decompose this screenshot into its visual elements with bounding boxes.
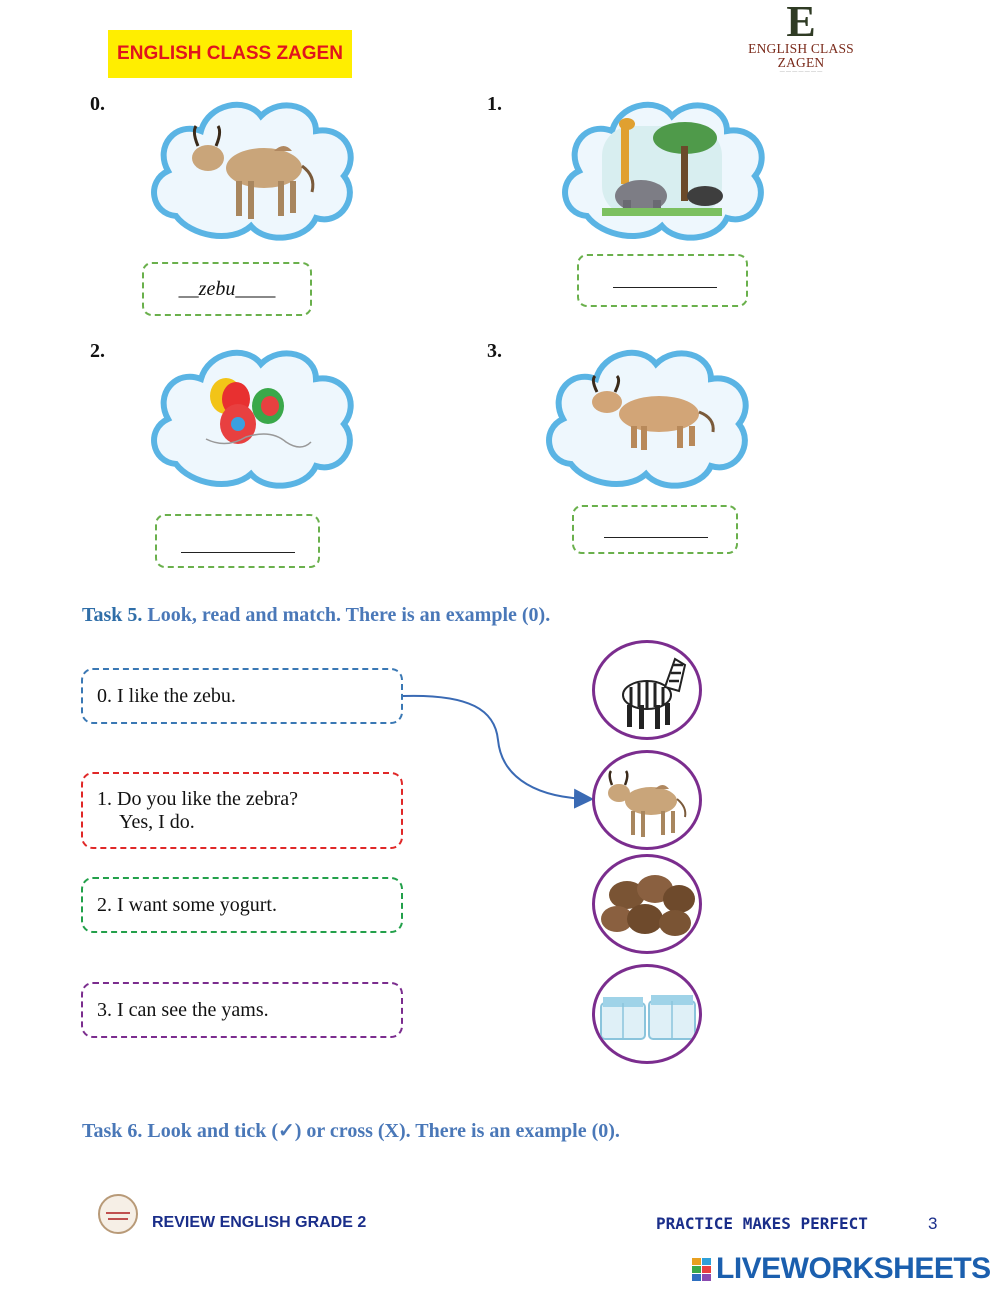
- liveworksheets-brand: LIVEWORKSHEETS: [716, 1252, 991, 1285]
- task5-lead: Task 5.: [82, 604, 143, 626]
- match-picture-zebu[interactable]: [592, 750, 702, 850]
- answer-box-0[interactable]: [142, 262, 312, 316]
- answer-box-3[interactable]: [572, 505, 738, 554]
- sentence-1-line2: Yes, I do.: [119, 810, 195, 833]
- match-picture-yogurt[interactable]: [592, 964, 702, 1064]
- answer-blank-1: [613, 287, 717, 288]
- task6-title: Task 6. Look and tick (✓) or cross (X). There is an example (0).: [82, 1120, 620, 1142]
- question-number-2: 2.: [90, 340, 105, 362]
- page-number: 3: [928, 1214, 938, 1233]
- sentence-box-1[interactable]: [81, 772, 403, 849]
- question-number-1: 1.: [487, 93, 502, 115]
- zoo-scene-icon: [602, 118, 723, 216]
- footer-left-text: REVIEW ENGLISH GRADE 2: [152, 1214, 367, 1231]
- yams-icon: [595, 857, 699, 951]
- task5-title: [82, 604, 550, 627]
- cloud-frame-3: [541, 344, 755, 490]
- cloud-frame-2: [146, 344, 360, 490]
- example-match-line: [400, 680, 600, 810]
- footer-logo-icon: [98, 1194, 138, 1234]
- brand-logo: [728, 0, 874, 75]
- match-picture-yams[interactable]: [592, 854, 702, 954]
- sentence-box-3[interactable]: [81, 982, 403, 1038]
- sentence-box-2[interactable]: [81, 877, 403, 933]
- sentence-0-line1: 0. I like the zebu.: [97, 684, 236, 707]
- answer-box-2[interactable]: [155, 514, 320, 568]
- header-badge-label: ENGLISH CLASS ZAGEN: [117, 43, 343, 64]
- sentence-2-line1: 2. I want some yogurt.: [97, 893, 277, 916]
- logo-letter: E: [786, 0, 816, 46]
- logo-text: ENGLISH CLASS ZAGEN: [748, 41, 854, 70]
- sentence-3-line1: 3. I can see the yams.: [97, 998, 269, 1021]
- cloud-frame-0: [146, 96, 360, 242]
- footer-right-text: PRACTICE MAKES PERFECT: [656, 1214, 868, 1233]
- liveworksheets-logo-icon: [692, 1258, 712, 1282]
- zebra-icon: [595, 643, 699, 737]
- sentence-1-line1: 1. Do you like the zebra?: [97, 787, 299, 810]
- answer-blank-3: [604, 537, 708, 538]
- answer-box-1[interactable]: [577, 254, 748, 307]
- sentence-box-0[interactable]: [81, 668, 403, 724]
- cloud-frame-1: [557, 96, 771, 242]
- answer-text-0: __zebu____: [178, 277, 276, 300]
- question-number-3: 3.: [487, 340, 502, 362]
- task5-instruction: Look, read and match. There is an example (0).: [147, 604, 551, 626]
- zebu-match-icon: [595, 753, 699, 847]
- header-badge: [108, 30, 352, 78]
- answer-blank-2: [181, 552, 295, 553]
- match-picture-zebra[interactable]: [592, 640, 702, 740]
- logo-subtext: — — — — — — —: [779, 70, 823, 75]
- question-number-0: 0.: [90, 93, 105, 115]
- yogurt-icon: [595, 967, 699, 1061]
